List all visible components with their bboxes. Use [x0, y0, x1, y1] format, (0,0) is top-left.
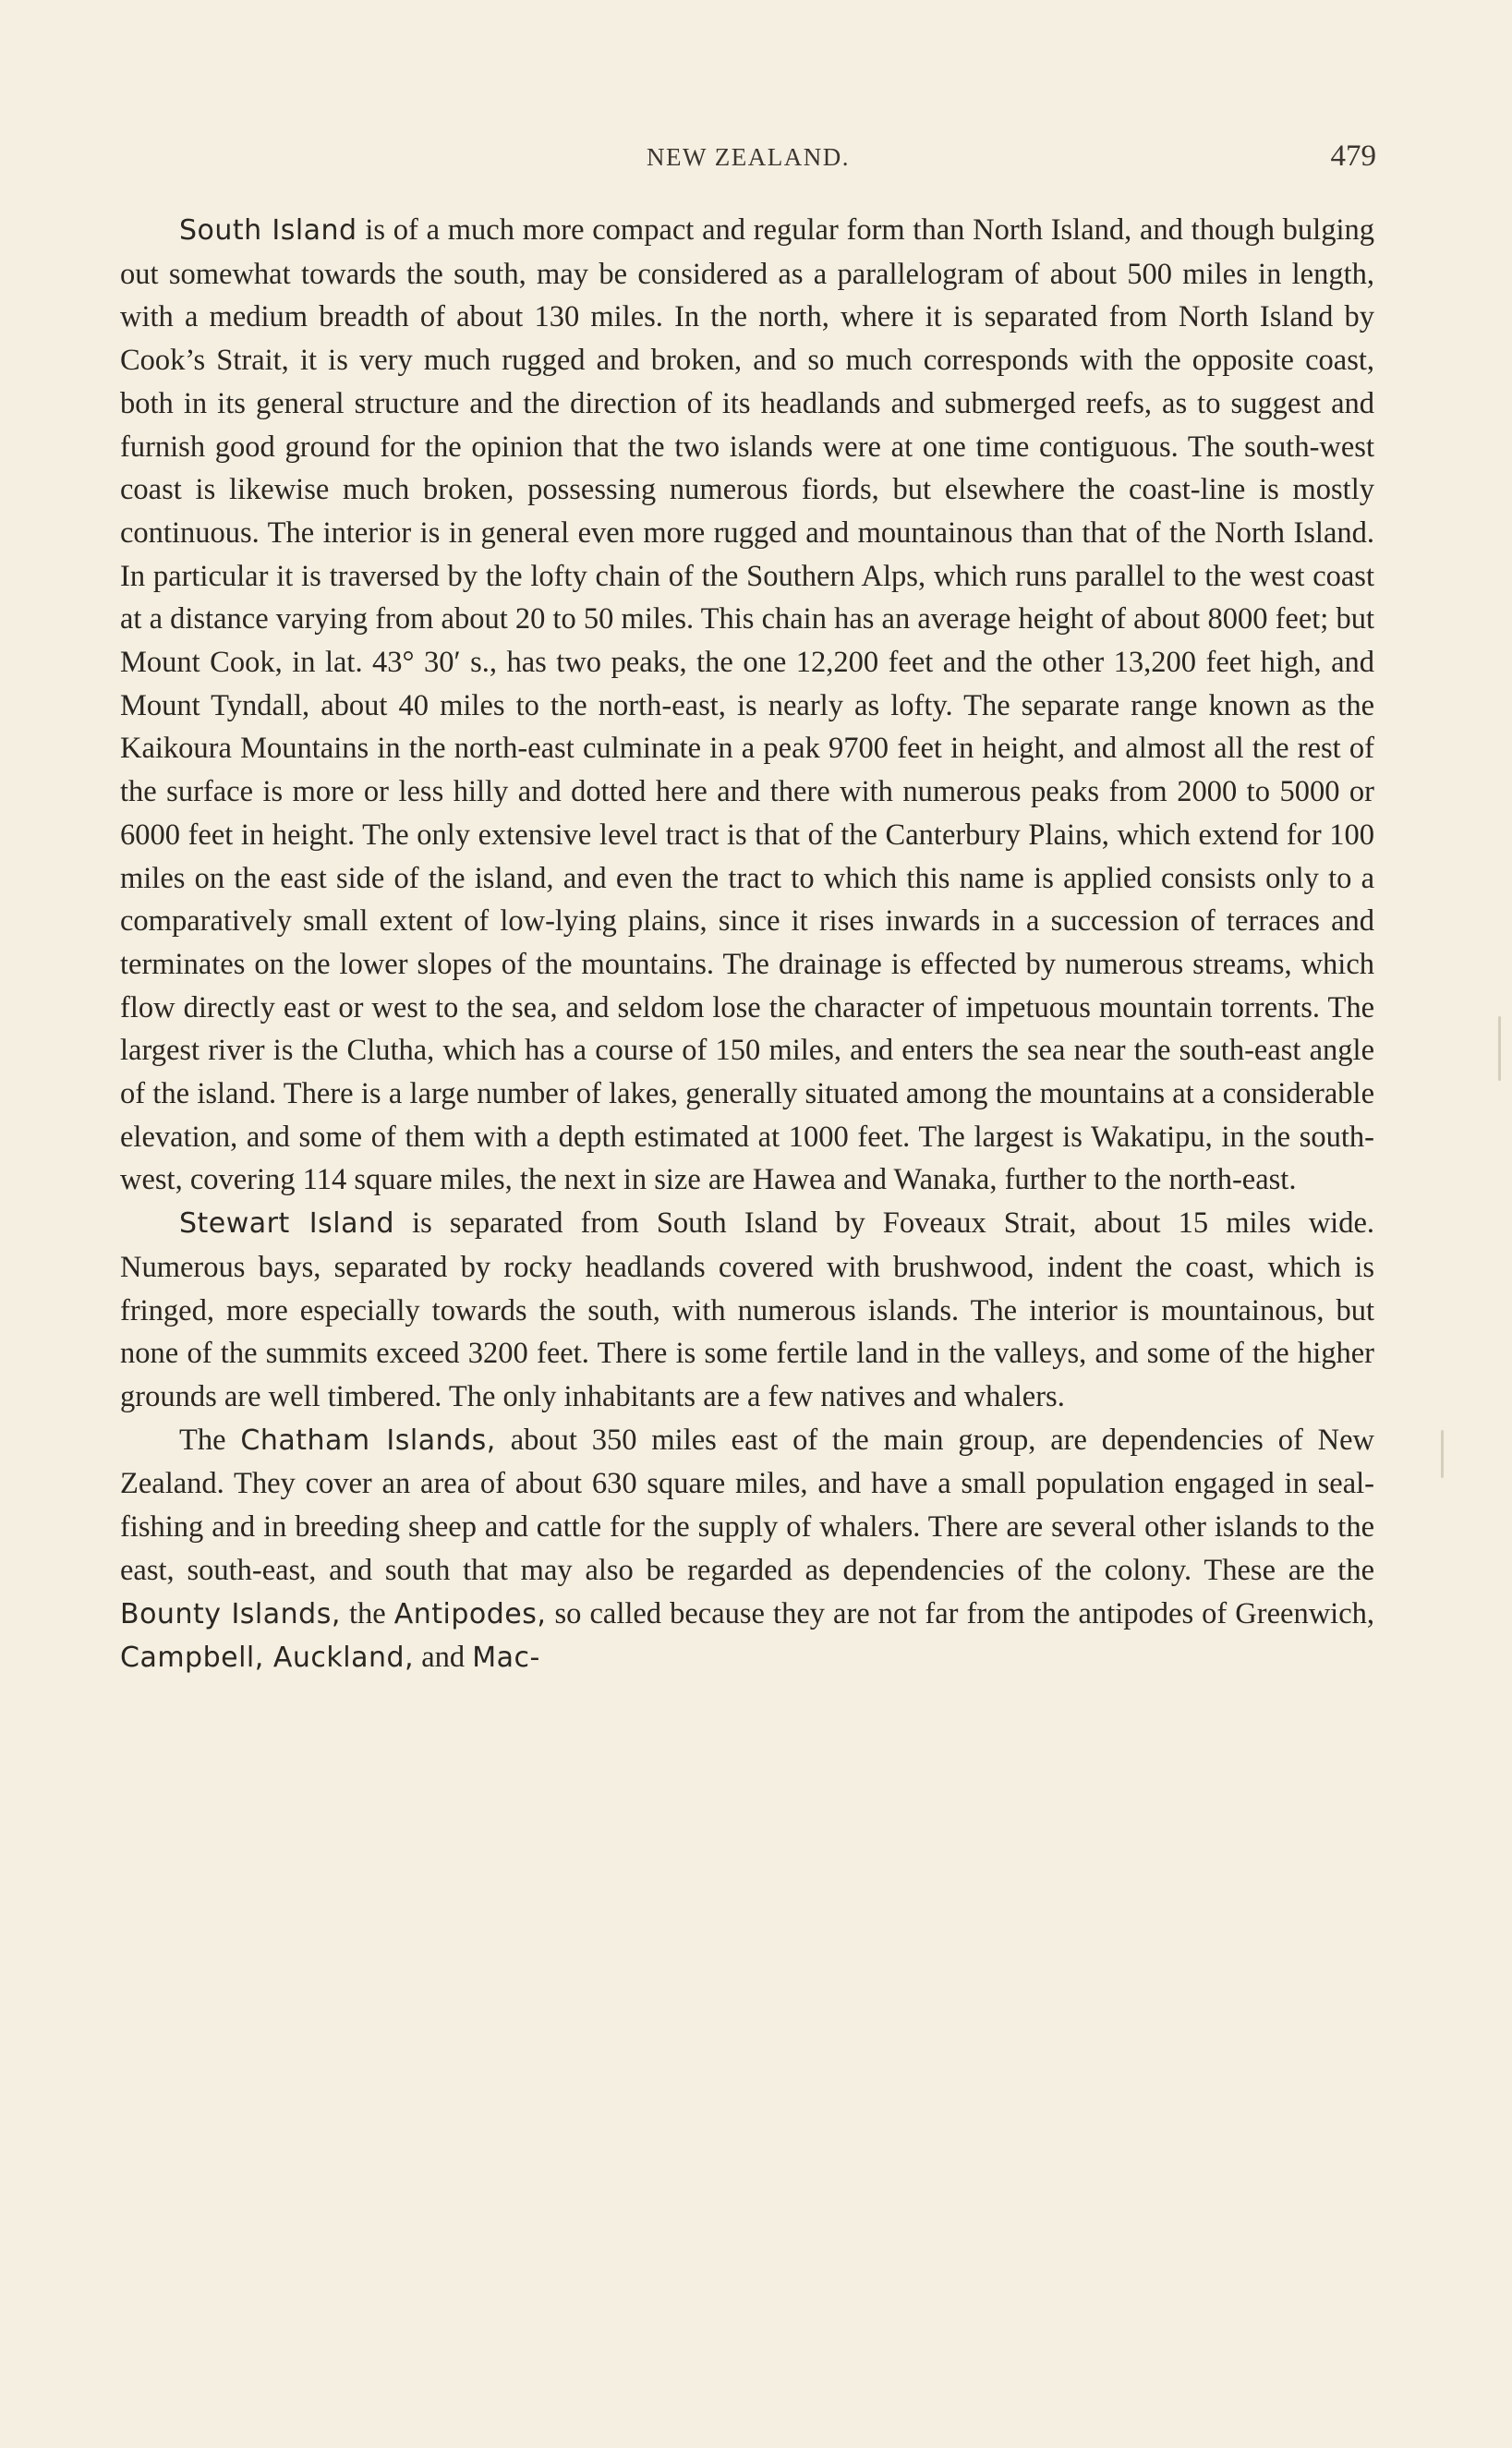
place-name-term: Mac- — [472, 1642, 540, 1675]
margin-mark — [1441, 1430, 1444, 1478]
place-name-term: Chatham Islands, — [240, 1424, 496, 1457]
place-name-term: Bounty Islands, — [120, 1597, 341, 1630]
place-name-term: Stewart Island — [179, 1207, 395, 1241]
place-name-term: Campbell, Auckland, — [120, 1642, 415, 1675]
paragraph-text: about 350 miles east of the main group, are dependencies of New Zealand. They cover an area of about 630 square miles, and have a small population engaged in seal-fishing and in breeding sheep and cattle for the supply of whalers. There are several other islands to the east, south-east, and south that may also be regarded as dependencies of the colony. These are the — [120, 1423, 1375, 1587]
paragraph — [120, 1202, 1374, 1419]
place-name-term: Antipodes, — [393, 1597, 547, 1630]
running-title: NEW ZEALAND. — [647, 143, 850, 171]
paragraph — [120, 209, 1374, 1202]
place-name-term: South Island — [179, 214, 357, 247]
paragraph-text: is separated from South Island by Foveaux Strait, about 15 miles wide. Numerous bays, separated by rocky headlands covered with brushwood, indent the coast, which is fringed, more especially towards the south, with numerous islands. The interior is mountainous, but none of the summits exceed 3200 feet. There is some fertile land in the valleys, and some of the higher grounds are well timbered. The only inhabitants are a few natives and whalers. — [120, 1206, 1374, 1413]
paragraph — [120, 1419, 1374, 1680]
paragraph-text: the — [340, 1596, 394, 1630]
running-head — [120, 139, 1376, 184]
paragraph-text: The — [179, 1423, 241, 1457]
paragraph-text: and — [414, 1641, 473, 1675]
paragraph-text: is of a much more compact and regular form than North Island, and though bulging out somewhat towards the south, may be considered as a parallelogram of about 500 miles in length, with a medium breadth of about 130 miles. In the north, where it is separated from North Island by Cook’s Strait, it is very much rugged and broken, and so much corresponds with the opposite coast, both in its general structure and the direction of its headlands and submerged reefs, as to suggest and furnish good ground for the opinion that the two islands were at one time contiguous. The south-west coast is likewise much broken, possessing numerous fiords, but elsewhere the coast-line is mostly continuous. The interior is in general even more rugged and mountainous than that of the North Island. In particular it is traversed by the lofty chain of the Southern Alps, which runs parallel to the west coast at a distance varying from about 20 to 50 miles. This chain has an average height of about 8000 feet; but Mount Cook, in lat. 43° 30′ s., has two peaks, the one 12,200 feet and the other 13,200 feet high, and Mount Tyndall, about 40 miles to the north-east, is nearly as lofty. The separate range known as the Kaikoura Mountains in the north-east culminate in a peak 9700 feet in height, and almost all the rest of the surface is more or less hilly and dotted here and there with numerous peaks from 2000 to 5000 or 6000 feet in height. The only extensive level tract is that of the Canterbury Plains, which extend for 100 miles on the east side of the island, and even the tract to which this name is applied consists only to a comparatively small extent of low-lying plains, since it rises inwards in a succession of terraces and terminates on the lower slopes of the mountains. The drainage is effected by numerous streams, which flow directly east or west to the sea, and seldom lose the character of impetuous mountain torrents. The largest river is the Clutha, which has a course of 150 miles, and enters the sea near the south-east angle of the island. There is a large number of lakes, generally situated among the mountains at a considerable elevation, and some of them with a depth estimated at 1000 feet. The largest is Wakatipu, in the south-west, covering 114 square miles, the next in size are Hawea and Wanaka, further to the north-east. — [120, 213, 1374, 1197]
page-number: 479 — [1330, 139, 1376, 173]
body-text — [120, 209, 1374, 1680]
margin-mark — [1498, 1016, 1501, 1081]
paragraph-text: so called because they are not far from the antipodes of Greenwich, — [546, 1596, 1374, 1630]
